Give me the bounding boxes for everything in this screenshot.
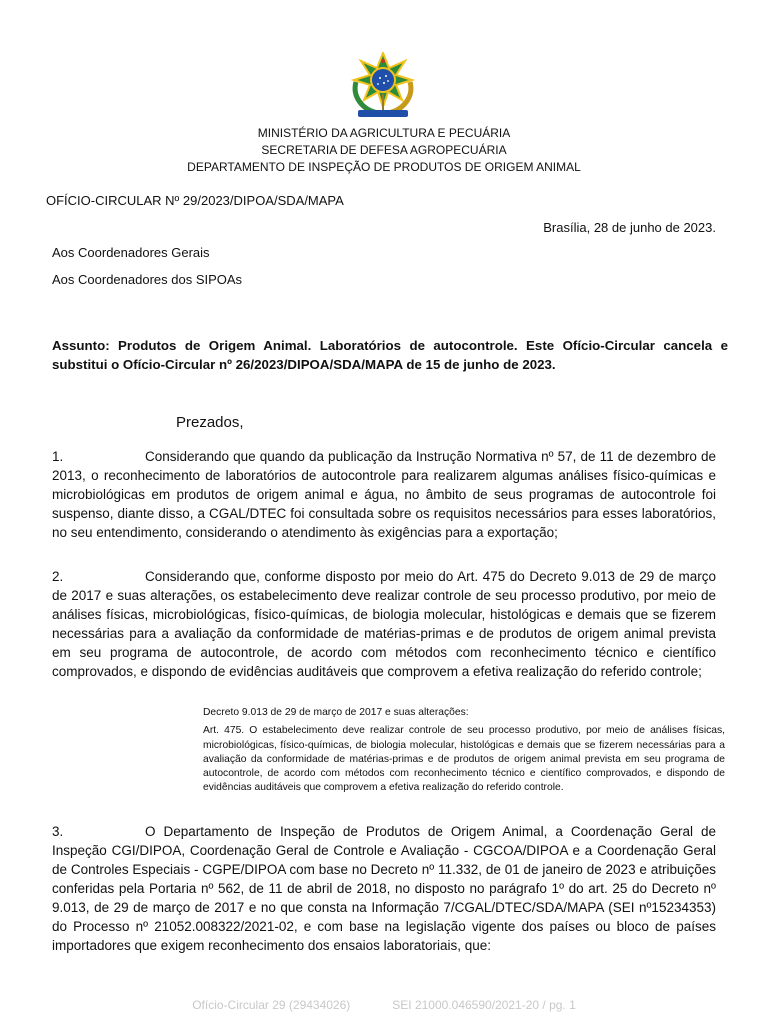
paragraph (52, 567, 716, 681)
legal-quote (203, 706, 725, 796)
paragraph-number: 3. (52, 824, 64, 839)
paragraph-number: 1. (52, 449, 64, 464)
quote-text: Art. 475. O estabelecimento deve realizar controle de seu processo produtivo, por meio de análises físicas, microbiológicas, físico-químicas, de biologia molecular, histológicas e demais que se fizerem necessárias para a avaliação da conformidade de matérias-primas e de produtos de origem animal prevista em seu programa de autocontrole, de acordo com métodos com reconhecimento técnico e científico comprovados, e dispondo de evidências auditáveis que comprovem a efetiva realização do referido controle. (203, 725, 725, 794)
paragraph-number: 2. (52, 569, 64, 584)
place-date: Brasília, 28 de junho de 2023. (543, 220, 716, 235)
greeting: Prezados, (176, 414, 244, 431)
subject-line: Assunto: Produtos de Origem Animal. Laboratórios de autocontrole. Este Ofício-Circular cancela e substitui o Ofício-Circular nº 26/2023/DIPOA/SDA/MAPA de 15 de junho de 2023. (52, 338, 728, 372)
page-footer (0, 998, 768, 1012)
department-name: DEPARTAMENTO DE INSPEÇÃO DE PRODUTOS DE ORIGEM ANIMAL (187, 160, 581, 174)
paragraph (52, 447, 716, 542)
secretariat-name: SECRETARIA DE DEFESA AGROPECUÁRIA (261, 143, 507, 157)
brazil-coat-of-arms-icon (340, 52, 426, 120)
ministry-name: MINISTÉRIO DA AGRICULTURA E PECUÁRIA (257, 126, 511, 140)
addressee-line: Aos Coordenadores dos SIPOAs (52, 272, 243, 287)
quote-title: Decreto 9.013 de 29 de março de 2017 e suas alterações: (203, 707, 469, 718)
paragraph-text: Considerando que, conforme disposto por meio do Art. 475 do Decreto 9.013 de 29 de março de 2017 e suas alterações, os estabelecimento deve realizar controle de seu processo produtivo, por meio de análises físicas, microbiológicas, físico-químicas, de biologia molecular, histológicas e demais que se fizerem necessárias para a avaliação da conformidade de matérias-primas e de produtos de origem animal prevista em seu programa de autocontrole, de acordo com métodos com reconhecimento técnico e científico comprovados, e dispondo de evidências auditáveis que comprovem a efetiva realização do referido controle; (52, 569, 716, 679)
footer-document-id: Ofício-Circular 29 (29434026) (192, 998, 351, 1012)
addressee-line: Aos Coordenadores Gerais (52, 245, 210, 260)
paragraph (52, 822, 716, 955)
paragraph-text: O Departamento de Inspeção de Produtos de Origem Animal, a Coordenação Geral de Inspeção CGI/DIPOA, Coordenação Geral de Controle e Avaliação - CGCOA/DIPOA e a Coordenação Geral de Controles Especiais - CGPE/DIPOA com base no Decreto nº 11.332, de 01 de janeiro de 2023 e atribuições conferidas pela Portaria nº 562, de 11 de abril de 2018, no disposto no parágrafo 1º do art. 25 do Decreto nº 9.013, de 29 de março de 2017 e no que consta na Informação 7/CGAL/DTEC/SDA/MAPA (SEI nº15234353) do Processo nº 21052.008322/2021-02, e com base na legislação vigente dos países ou bloco de países importadores que exigem reconhecimento dos ensaios laboratoriais, que: (52, 824, 716, 953)
oficio-number: OFÍCIO-CIRCULAR Nº 29/2023/DIPOA/SDA/MAPA (46, 193, 344, 208)
footer-sei-reference: SEI 21000.046590/2021-20 / pg. 1 (392, 998, 576, 1012)
paragraph-text: Considerando que quando da publicação da Instrução Normativa nº 57, de 11 de dezembro de 2013, o reconhecimento de laboratórios de autocontrole para realizarem algumas análises físico-químicas e microbiológicas em produtos de origem animal e água, no âmbito de seus programas de autocontrole foi suspenso, diante disso, a CGAL/DTEC foi consultada sobre os requisitos necessários para esses laboratórios, no seu entendimento, considerando o atendimento às exigências para a exportação; (52, 449, 716, 540)
letterhead (0, 125, 768, 176)
